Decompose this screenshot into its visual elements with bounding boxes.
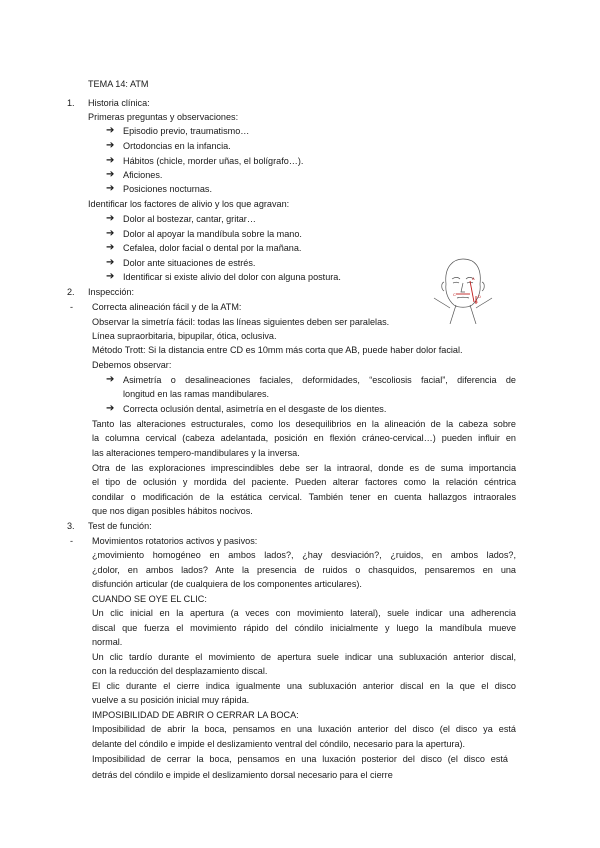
list-item: Dolor al apoyar la mandíbula sobre la mano. <box>123 229 302 239</box>
arrow-icon: ➔ <box>106 271 115 282</box>
list-item: Dolor ante situaciones de estrés. <box>123 258 256 268</box>
arrow-icon: ➔ <box>106 257 115 268</box>
paragraph-line: delante del cóndilo e impide el deslizamiento ventral del cóndilo, necesario para la apertura). <box>92 739 466 749</box>
section-1-heading: Historia clínica: <box>88 98 150 108</box>
paragraph-line: El clic durante el cierre indica igualmente una subluxación anterior discal en la que el disco <box>92 681 516 691</box>
list-item: Asimetría o desalineaciones faciales, deformidades, “escoliosis facial”, diferencia de <box>123 375 516 385</box>
paragraph-line: el tipo de oclusión y mordida del paciente. Pueden alterar factores como la relación céntrica <box>92 477 516 487</box>
paragraph-line: Un clic inicial en la apertura (a veces con movimiento lateral), suele indicar una adherencia <box>92 608 516 618</box>
document-title: TEMA 14: ATM <box>88 79 149 89</box>
label-b: B <box>475 299 478 304</box>
arrow-icon: ➔ <box>106 403 115 414</box>
section-1-intro: Primeras preguntas y observaciones: <box>88 112 239 122</box>
measurement-lines <box>456 281 476 304</box>
paragraph-line: disfunción articular (de cualquiera de los componentes articulares). <box>92 579 362 589</box>
arrow-icon: ➔ <box>106 242 115 253</box>
paragraph-line: normal. <box>92 637 123 647</box>
paragraph-line: vuelve a su posición inicial muy rápida. <box>92 695 250 705</box>
section-2-subheading: Correcta alineación fácil y de la ATM: <box>92 302 242 312</box>
section-2-dash: - <box>70 302 74 312</box>
arrow-icon: ➔ <box>106 125 115 136</box>
list-item: Identificar si existe alivio del dolor con alguna postura. <box>123 272 341 282</box>
paragraph-line: ¿movimiento homogéneo en ambos lados?, ¿hay desviación?, ¿ruidos, en ambos lados?, <box>92 550 516 560</box>
arrow-icon: ➔ <box>106 183 115 194</box>
section-2-number: 2. <box>67 287 75 297</box>
paragraph-line: Un clic tardío durante el movimiento de apertura suele indicar una subluxación anterior discal, <box>92 652 516 662</box>
paragraph-line: Otra de las exploraciones imprescindibles debe ser la intraoral, donde es de suma importancia <box>92 463 516 473</box>
paragraph-line: Imposibilidad de cerrar la boca, pensamos en una luxación posterior del disco (el disco está <box>92 754 508 764</box>
section-3-subheading: Movimientos rotatorios activos y pasivos: <box>92 536 258 546</box>
paragraph-line: Línea supraorbitaria, bipupilar, ótica, oclusiva. <box>92 331 277 341</box>
face-diagram <box>428 256 498 324</box>
face-outline <box>434 259 492 324</box>
paragraph-line: Método Trott: Si la distancia entre CD es 10mm más corta que AB, puede haber dolor facial. <box>92 345 463 355</box>
section-3-number: 3. <box>67 521 75 531</box>
list-item: Episodio previo, traumatismo… <box>123 126 250 136</box>
paragraph-line: Debemos observar: <box>92 360 172 370</box>
section-1-intro-2: Identificar los factores de alivio y los que agravan: <box>88 199 290 209</box>
paragraph-line: las alteraciones tempero-mandibulares y la inversa. <box>92 448 300 458</box>
list-item: Posiciones nocturnas. <box>123 184 212 194</box>
list-item: Ortodoncias en la infancia. <box>123 141 231 151</box>
subsection-heading: CUANDO SE OYE EL CLIC: <box>92 594 207 604</box>
list-item: Hábitos (chicle, morder uñas, el bolígrafo…). <box>123 156 304 166</box>
paragraph-line: detrás del cóndilo e impide el deslizamiento dorsal necesario para el cierre <box>92 770 393 780</box>
paragraph-line: discal que fuerza el movimiento rápido del cóndilo inicialmente y luego la mandíbula mueve <box>92 623 516 633</box>
paragraph-line: la columna cervical (cabeza adelantada, posición en flexión cráneo-cervical…) pueden influir en <box>92 433 516 443</box>
section-3-heading: Test de función: <box>88 521 152 531</box>
arrow-icon: ➔ <box>106 213 115 224</box>
section-2-heading: Inspección: <box>88 287 135 297</box>
paragraph-line: Tanto las alteraciones estructurales, como los desequilibrios en la alineación de la cabeza sobre <box>92 419 516 429</box>
label-a: A <box>472 276 475 281</box>
arrow-icon: ➔ <box>106 140 115 151</box>
list-item: Correcta oclusión dental, asimetría en el desgaste de los dientes. <box>123 404 387 414</box>
arrow-icon: ➔ <box>106 228 115 239</box>
section-1-number: 1. <box>67 98 75 108</box>
paragraph-line: ¿dolor, en ambos lados? Ante la presencia de ruidos o chasquidos, pensaremos en una <box>92 565 516 575</box>
paragraph-line: Observar la simetría fácil: todas las líneas siguientes deben ser paralelas. <box>92 317 390 327</box>
list-item: Aficiones. <box>123 170 163 180</box>
arrow-icon: ➔ <box>106 155 115 166</box>
label-d: D <box>478 294 481 299</box>
paragraph-line: condilar o modificación de la estática cervical. También tener en cuenta hallazgos intraorales <box>92 492 516 502</box>
paragraph-line: Imposibilidad de abrir la boca, pensamos en una luxación anterior del disco (el disco ya está <box>92 724 516 734</box>
paragraph-line: con la reducción del desplazamiento discal. <box>92 666 268 676</box>
list-item: Cefalea, dolor facial o dental por la mañana. <box>123 243 302 253</box>
paragraph-line: que nos digan posibles hábitos nocivos. <box>92 506 253 516</box>
arrow-icon: ➔ <box>106 374 115 385</box>
label-c: C <box>453 292 456 297</box>
list-item: Dolor al bostezar, cantar, gritar… <box>123 214 256 224</box>
list-item-continuation: longitud en las ramas mandibulares. <box>123 389 270 399</box>
subsection-heading: IMPOSIBILIDAD DE ABRIR O CERRAR LA BOCA: <box>92 710 299 720</box>
section-3-dash: - <box>70 536 74 546</box>
arrow-icon: ➔ <box>106 169 115 180</box>
